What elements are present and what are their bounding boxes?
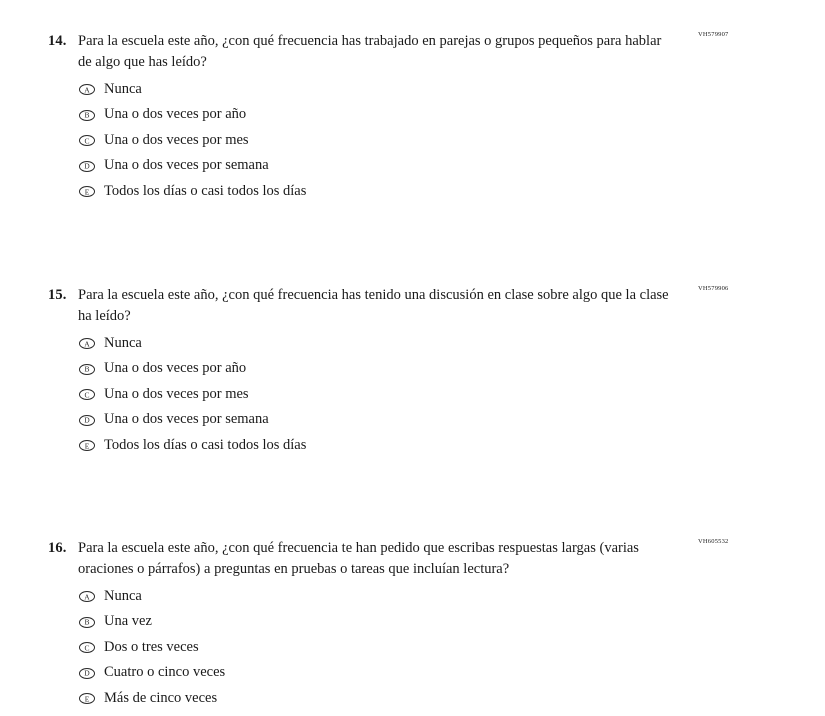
question-block bbox=[48, 285, 768, 463]
question-text: Para la escuela este año, ¿con qué frecuencia te han pedido que escribas respuestas largas (varias oraciones o párrafos) a preguntas en pruebas o tareas que incluían lectura? bbox=[78, 540, 639, 577]
answer-options bbox=[48, 81, 768, 200]
option-label: Una o dos veces por año bbox=[104, 360, 247, 377]
question-text: Para la escuela este año, ¿con qué frecuencia has trabajado en parejas o grupos pequeños para hablar de algo que has leído? bbox=[78, 33, 662, 70]
option-letter: E bbox=[84, 693, 90, 703]
question-number: 14. bbox=[48, 33, 67, 49]
option-label: Nunca bbox=[104, 80, 142, 97]
option-letter: D bbox=[84, 415, 90, 425]
option-letter: A bbox=[84, 338, 90, 348]
option-letter: B bbox=[84, 617, 90, 627]
option-letter: A bbox=[84, 591, 90, 601]
option-letter: B bbox=[84, 110, 90, 120]
answer-option[interactable] bbox=[79, 588, 768, 605]
option-letter: C bbox=[84, 389, 90, 399]
answer-option[interactable] bbox=[79, 665, 768, 682]
item-code: VH605532 bbox=[698, 538, 729, 545]
answer-option[interactable] bbox=[79, 335, 768, 352]
answer-option[interactable] bbox=[79, 386, 768, 403]
answer-option[interactable] bbox=[79, 614, 768, 631]
radio-bubble-icon[interactable] bbox=[79, 415, 95, 426]
answer-option[interactable] bbox=[79, 639, 768, 656]
radio-bubble-icon[interactable] bbox=[79, 591, 95, 602]
option-letter: B bbox=[84, 364, 90, 374]
option-label: Nunca bbox=[104, 587, 142, 604]
radio-bubble-icon[interactable] bbox=[79, 389, 95, 400]
option-label: Dos o tres veces bbox=[104, 638, 199, 655]
question-heading bbox=[48, 538, 768, 579]
radio-bubble-icon[interactable] bbox=[79, 84, 95, 95]
radio-bubble-icon[interactable] bbox=[79, 668, 95, 679]
option-label: Una vez bbox=[104, 613, 152, 630]
radio-bubble-icon[interactable] bbox=[79, 135, 95, 146]
answer-option[interactable] bbox=[79, 690, 768, 707]
question-block bbox=[48, 538, 768, 716]
question-text: Para la escuela este año, ¿con qué frecuencia has tenido una discusión en clase sobre algo que la clase ha leído? bbox=[78, 287, 669, 324]
answer-option[interactable] bbox=[79, 107, 768, 124]
option-label: Nunca bbox=[104, 334, 142, 351]
radio-bubble-icon[interactable] bbox=[79, 364, 95, 375]
answer-options bbox=[48, 588, 768, 707]
answer-option[interactable] bbox=[79, 361, 768, 378]
option-letter: E bbox=[84, 440, 90, 450]
option-label: Todos los días o casi todos los días bbox=[104, 182, 307, 199]
option-label: Más de cinco veces bbox=[104, 689, 218, 706]
option-label: Una o dos veces por mes bbox=[104, 385, 249, 402]
option-letter: E bbox=[84, 186, 90, 196]
option-label: Todos los días o casi todos los días bbox=[104, 436, 307, 453]
radio-bubble-icon[interactable] bbox=[79, 642, 95, 653]
question-block bbox=[48, 31, 768, 209]
question-heading bbox=[48, 31, 768, 72]
item-code: VH579906 bbox=[698, 285, 729, 292]
radio-bubble-icon[interactable] bbox=[79, 110, 95, 121]
option-label: Cuatro o cinco veces bbox=[104, 664, 226, 681]
question-number: 15. bbox=[48, 287, 67, 303]
option-letter: D bbox=[84, 161, 90, 171]
radio-bubble-icon[interactable] bbox=[79, 440, 95, 451]
option-letter: D bbox=[84, 668, 90, 678]
radio-bubble-icon[interactable] bbox=[79, 161, 95, 172]
option-label: Una o dos veces por año bbox=[104, 106, 247, 123]
radio-bubble-icon[interactable] bbox=[79, 617, 95, 628]
option-label: Una o dos veces por semana bbox=[104, 157, 269, 174]
item-code: VH579907 bbox=[698, 31, 729, 38]
question-heading bbox=[48, 285, 768, 326]
option-label: Una o dos veces por semana bbox=[104, 411, 269, 428]
option-letter: C bbox=[84, 642, 90, 652]
option-letter: C bbox=[84, 135, 90, 145]
option-label: Una o dos veces por mes bbox=[104, 131, 249, 148]
radio-bubble-icon[interactable] bbox=[79, 186, 95, 197]
answer-option[interactable] bbox=[79, 412, 768, 429]
radio-bubble-icon[interactable] bbox=[79, 693, 95, 704]
answer-option[interactable] bbox=[79, 81, 768, 98]
answer-option[interactable] bbox=[79, 183, 768, 200]
radio-bubble-icon[interactable] bbox=[79, 338, 95, 349]
answer-option[interactable] bbox=[79, 132, 768, 149]
option-letter: A bbox=[84, 84, 90, 94]
answer-option[interactable] bbox=[79, 437, 768, 454]
answer-option[interactable] bbox=[79, 158, 768, 175]
answer-options bbox=[48, 335, 768, 454]
question-number: 16. bbox=[48, 540, 67, 556]
